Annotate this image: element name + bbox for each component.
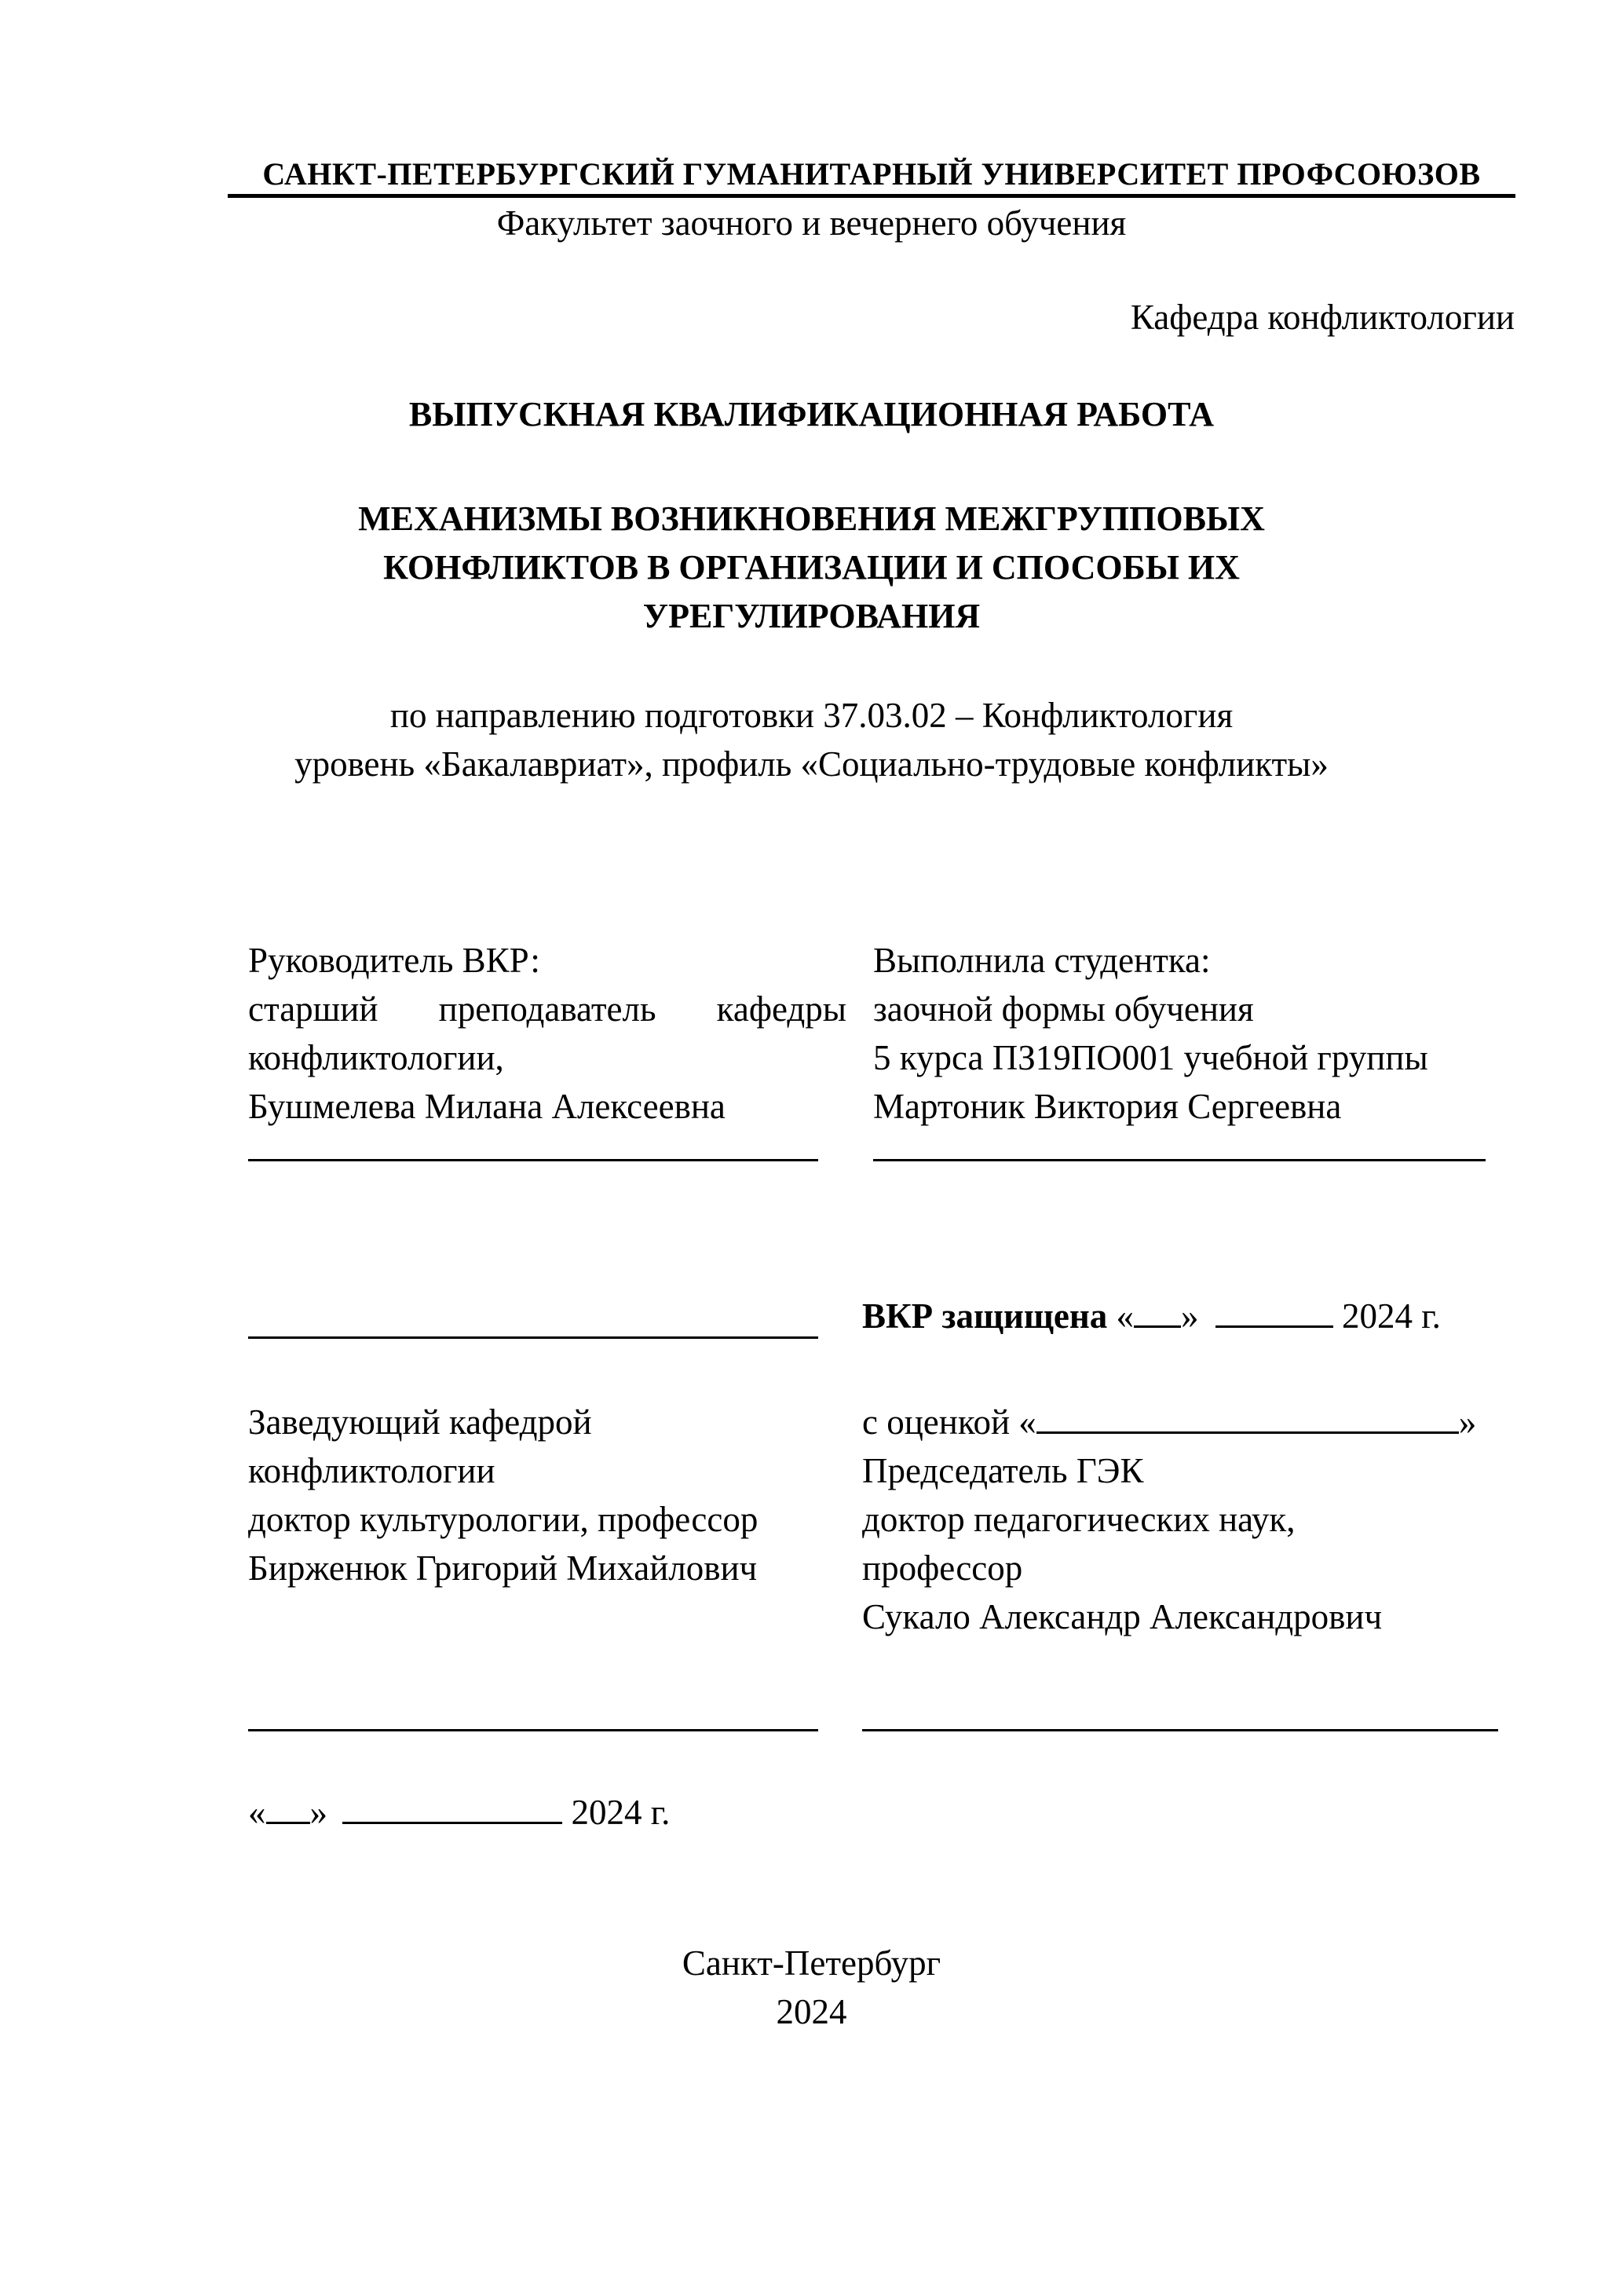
- student-study-form: заочной формы обучения: [873, 989, 1254, 1029]
- grade-blank: [1036, 1402, 1459, 1434]
- defense-day-blank: [1134, 1297, 1181, 1328]
- gek-title: Председатель ГЭК: [862, 1451, 1144, 1490]
- faculty-name: Факультет заочного и вечернего обучения: [496, 203, 1127, 243]
- thesis-title: [0, 495, 1623, 641]
- date-quote-open: «: [248, 1793, 266, 1832]
- header-rule: [228, 194, 1515, 198]
- student-name: Мартоник Виктория Сергеевна: [873, 1087, 1342, 1126]
- head-of-department-block: [248, 1398, 845, 1592]
- head-title: Заведующий кафедрой: [248, 1402, 592, 1442]
- head-signature-line: [248, 1336, 818, 1339]
- head-name: Бирженюк Григорий Михайлович: [248, 1548, 758, 1588]
- gek-degree: доктор педагогических наук,: [862, 1500, 1296, 1539]
- supervisor-position-cont: конфликтологии,: [248, 1038, 504, 1077]
- date-field: [248, 1792, 670, 1833]
- gek-chair-signature-line: [862, 1729, 1498, 1731]
- thesis-title-line: КОНФЛИКТОВ В ОРГАНИЗАЦИИ И СПОСОБЫ ИХ: [383, 548, 1240, 587]
- date-month-blank: [342, 1793, 562, 1824]
- date-quote-close: »: [309, 1793, 327, 1832]
- defense-month-blank: [1215, 1297, 1333, 1328]
- thesis-title-line: МЕХАНИЗМЫ ВОЗНИКНОВЕНИЯ МЕЖГРУППОВЫХ: [358, 499, 1265, 538]
- supervisor-label: Руководитель ВКР:: [248, 941, 540, 980]
- gek-name: Сукало Александр Александрович: [862, 1597, 1383, 1636]
- student-block: [873, 936, 1486, 1161]
- university-name: САНКТ-ПЕТЕРБУРГСКИЙ ГУМАНИТАРНЫЙ УНИВЕРСИТЕТ ПРОФСОЮЗОВ: [262, 156, 1481, 192]
- date-year: 2024 г.: [571, 1793, 671, 1832]
- defense-year: 2024 г.: [1342, 1296, 1441, 1336]
- gek-degree-cont: профессор: [862, 1548, 1023, 1588]
- city: Санкт-Петербург: [682, 1943, 941, 1983]
- supervisor-position: старший преподаватель кафедры: [248, 989, 846, 1029]
- study-direction: [0, 691, 1623, 788]
- grade-line: [862, 1398, 1498, 1446]
- student-signature-line: [873, 1159, 1486, 1161]
- defense-quote-close: »: [1181, 1296, 1199, 1336]
- defense-label: ВКР защищена: [862, 1296, 1108, 1336]
- thesis-title-line: УРЕГУЛИРОВАНИЯ: [642, 597, 981, 635]
- year: 2024: [776, 1992, 847, 2031]
- grade-prefix: с оценкой «: [862, 1402, 1036, 1442]
- student-label: Выполнила студентка:: [873, 941, 1211, 980]
- direction-line: по направлению подготовки 37.03.02 – Конфликтология: [389, 696, 1234, 735]
- defense-quote-open: «: [1116, 1296, 1135, 1336]
- direction-profile-line: уровень «Бакалавриат», профиль «Социально-трудовые конфликты»: [294, 744, 1329, 784]
- date-day-blank: [266, 1793, 310, 1824]
- defense-status: [862, 1296, 1441, 1336]
- grade-suffix: »: [1458, 1402, 1477, 1442]
- head-degree: доктор культурологии, профессор: [248, 1500, 758, 1539]
- supervisor-block: [248, 936, 846, 1161]
- gek-chair-block: [862, 1398, 1498, 1641]
- supervisor-name: Бушмелева Милана Алексеевна: [248, 1087, 726, 1126]
- work-type-heading: ВЫПУСКНАЯ КВАЛИФИКАЦИОННАЯ РАБОТА: [408, 395, 1215, 433]
- student-group: 5 курса ПЗ19ПО001 учебной группы: [873, 1038, 1428, 1077]
- supervisor-signature-line: [248, 1159, 818, 1161]
- department-name: Кафедра конфликтологии: [1130, 298, 1515, 337]
- head-of-department-signature-line: [248, 1729, 818, 1731]
- head-title-cont: конфликтологии: [248, 1451, 495, 1490]
